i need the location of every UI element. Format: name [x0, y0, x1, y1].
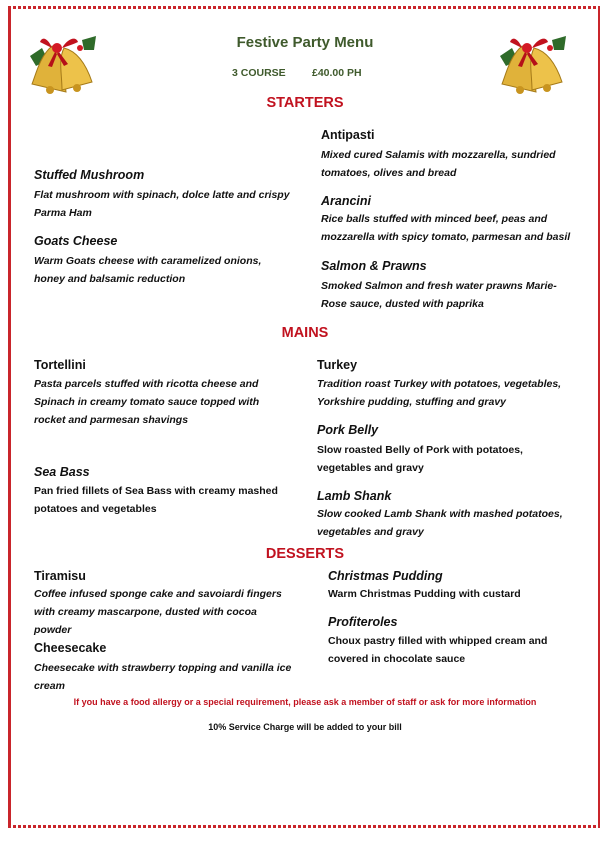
dish-name: Lamb Shank — [317, 489, 392, 503]
dish-name: Arancini — [321, 194, 372, 208]
dish-name: Christmas Pudding — [328, 569, 443, 583]
dish-name: Pork Belly — [317, 423, 379, 437]
section-heading-mains: MAINS — [281, 325, 329, 341]
section-heading-desserts: DESSERTS — [265, 546, 345, 562]
dish-name: Profiteroles — [328, 615, 398, 629]
dish-description: Choux pastry filled with whipped cream and covered in chocolate sauce — [328, 635, 548, 665]
dish-description: Pasta parcels stuffed with ricotta cheese and Spinach in creamy tomato sauce topped with rocket and parmesan shavings — [34, 378, 260, 426]
dish-name: Goats Cheese — [34, 234, 118, 248]
dish-description: Flat mushroom with spinach, dolce latte and crispy Parma Ham — [34, 189, 290, 219]
menu-title: Festive Party Menu — [236, 34, 374, 51]
section-heading-starters: STARTERS — [266, 95, 344, 111]
dish-description: Coffee infused sponge cake and savoiardi fingers with creamy mascarpone, dusted with cocoa powder — [34, 588, 282, 636]
dish-description: Warm Goats cheese with caramelized onions, honey and balsamic reduction — [34, 255, 262, 285]
dish-description: Rice balls stuffed with minced beef, peas and mozzarella with spicy tomato, parmesan and basil — [321, 213, 571, 243]
dish-name: Stuffed Mushroom — [34, 168, 145, 182]
dish-description: Slow roasted Belly of Pork with potatoes, vegetables and gravy — [317, 444, 523, 474]
allergy-notice: If you have a food allergy or a special requirement, please ask a member of staff or ask for more information — [73, 697, 537, 707]
course-label: 3 COURSE — [232, 67, 286, 79]
dish-description: Tradition roast Turkey with potatoes, vegetables, Yorkshire pudding, stuffing and gravy — [317, 378, 562, 408]
service-charge-notice: 10% Service Charge will be added to your bill — [208, 722, 402, 732]
price-label: £40.00 PH — [312, 67, 362, 79]
dish-description: Mixed cured Salamis with mozzarella, sundried tomatoes, olives and bread — [321, 149, 556, 179]
dish-description: Cheesecake with strawberry topping and vanilla ice cream — [34, 662, 292, 692]
dish-description: Warm Christmas Pudding with custard — [328, 588, 521, 600]
dish-description: Slow cooked Lamb Shank with mashed potatoes, vegetables and gravy — [317, 508, 563, 538]
dish-description: Pan fried fillets of Sea Bass with creamy mashed potatoes and vegetables — [34, 485, 278, 515]
dish-name: Tiramisu — [34, 569, 86, 583]
dish-name: Cheesecake — [34, 641, 107, 655]
dish-name: Antipasti — [321, 128, 375, 142]
dish-name: Turkey — [317, 358, 358, 372]
dish-name: Salmon & Prawns — [321, 259, 427, 273]
dish-name: Sea Bass — [34, 465, 90, 479]
dish-name: Tortellini — [34, 358, 86, 372]
dish-description: Smoked Salmon and fresh water prawns Marie-Rose sauce, dusted with paprika — [321, 280, 557, 310]
